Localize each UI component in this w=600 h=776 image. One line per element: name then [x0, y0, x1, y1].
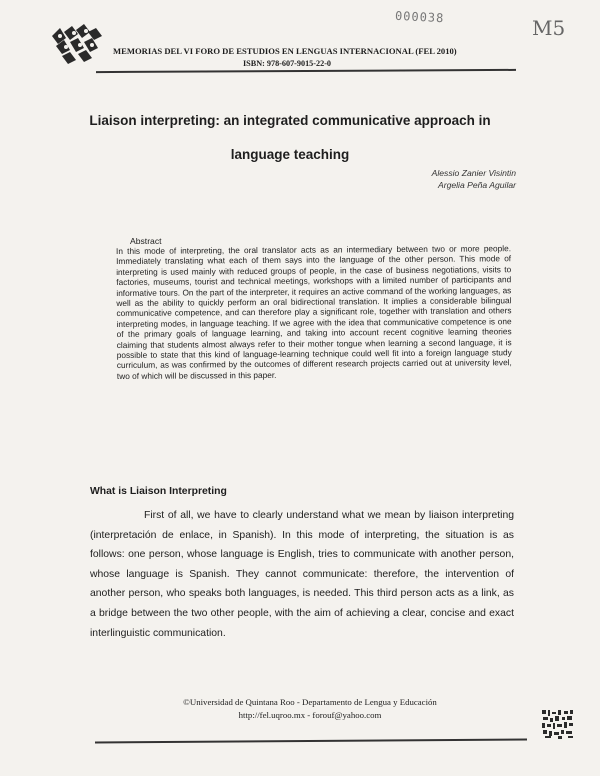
- section-heading: What is Liaison Interpreting: [90, 486, 227, 497]
- footer-divider: [95, 738, 527, 743]
- footer-links: http://fel.uqroo.mx - forouf@yahoo.com: [238, 710, 382, 720]
- qr-code-icon: [540, 708, 576, 740]
- section-paragraph: First of all, we have to clearly understand what we mean by liaison interpreting (interpretación de enlace, in Spanish). In this mode of interpreting, the situation is as follows: one person, whose language is English, tries to communicate with another person, whose language is Spanish. They cannot communicate: therefore, the intervention of another person, who speaks both languages, is needed. This third person acts as a link, as a bridge between the two other people, with the aim of achieving a clear, concise and exact interlinguistic communication.: [90, 510, 514, 639]
- handwritten-mark: M5: [532, 16, 566, 40]
- footer-institution: ©Universidad de Quintana Roo - Departamento de Lengua y Educación: [183, 697, 437, 707]
- author-2: Argelia Peña Aguilar: [437, 180, 516, 190]
- abstract-heading: Abstract: [130, 236, 162, 246]
- article-title: Liaison interpreting: an integrated communicative approach in language teaching: [89, 113, 491, 162]
- author-1: Alessio Zanier Visintin: [431, 168, 516, 178]
- abstract-text: In this mode of interpreting, the oral translator acts as an intermediary between two or more people. Immediately translating what each of them says into the language of the other person. This mode of interpreting is used mainly with reduced groups of people, in the case of business negotiations, visits to factories, museums, tourist and technical meetings, workshops with a limited number of participants and informative tours. On the part of the interpreter, it requires an active command of the working languages, as well as the ability to quickly perform an oral bidirectional translation. It implies a considerable bilingual communicative competence, and can therefore play a significant role, together with translation and others interpreting modes, in language teaching. If we agree with the idea that communicative competence is one of the primary goals of language learning, and taking into account recent cognitive learning theories claiming that students almost always refer to their mother tongue when learning a second language, it is possible to state that this kind of language-learning technique could well fit into a foreign language study curriculum, as was confirmed by the outcomes of different research projects carried out at university level, two of which will be discussed in this paper.: [116, 243, 512, 381]
- isbn: ISBN: 978-607-9015-22-0: [243, 59, 332, 68]
- header-divider: [96, 69, 516, 73]
- proceedings-title: MEMORIAS DEL VI FORO DE ESTUDIOS EN LENGUAS INTERNACIONAL (FEL 2010): [113, 46, 457, 56]
- fel-logo-icon: [48, 22, 110, 70]
- archive-stamp: 000038: [394, 8, 445, 26]
